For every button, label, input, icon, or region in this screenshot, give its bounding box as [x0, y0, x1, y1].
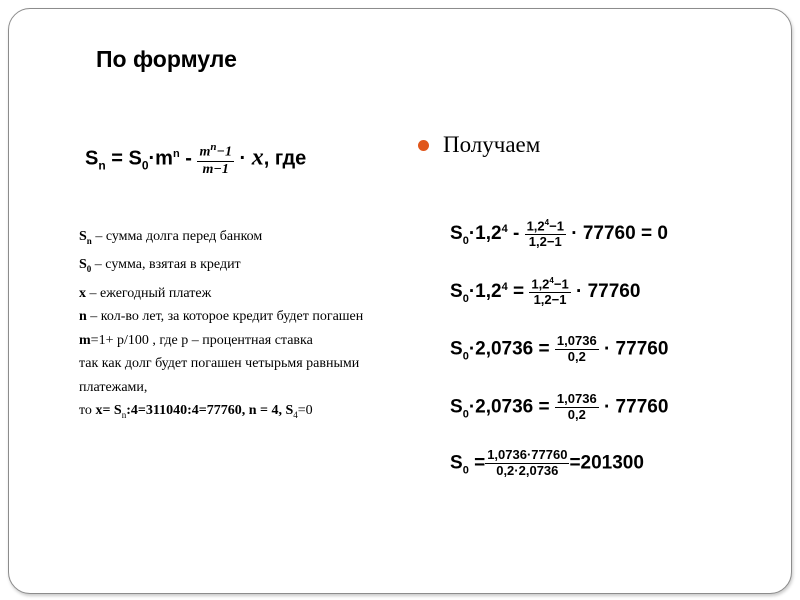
formula-frac-num-sup: n: [210, 141, 217, 153]
formula-dot: ·: [233, 147, 252, 170]
formula-m: ·m: [148, 147, 173, 170]
formula-frac-den: m−1: [197, 161, 234, 178]
equation-line: $S_0\cdot 2,0736$ = $\frac{1,0736}{0,2}$ · 77760: [450, 391, 669, 422]
equation-fraction: $\frac{1,0736\cdot 77760}{0,2\cdot 2,0736}$: [487, 447, 568, 478]
equation-line: $S_0\cdot 1,2^4$ = $\frac{1,2^4-1}{1,2-1}$ · 77760: [450, 276, 641, 308]
legend-line: n – кол-во лет, за которое кредит будет погашен: [79, 309, 364, 325]
formula-frac-num-tail: −1: [216, 144, 232, 160]
equation-fraction: $\frac{1,0736}{0,2}$: [556, 391, 597, 422]
equation-fraction: $\frac{1,2^4-1}{1,2-1}$: [526, 218, 564, 250]
main-formula: [85, 141, 306, 178]
variable-legend: [79, 225, 379, 427]
bullet-text: Получаем: [443, 132, 541, 157]
formula-frac-num: [197, 141, 234, 161]
formula-s-sub: n: [98, 158, 106, 173]
equation-fraction: $\frac{1,0736}{0,2}$: [556, 333, 597, 364]
formula-eq: = S: [105, 147, 142, 170]
equation-line: $S_0$ = $\frac{1,0736\cdot 77760}{0,2\cdot 2,0736}$ =201300: [450, 447, 644, 478]
formula-minus: -: [179, 147, 198, 170]
equation-line: $S_0\cdot 2,0736$ = $\frac{1,0736}{0,2}$ · 77760: [450, 333, 669, 364]
legend-line: $S_n$ – сумма долга перед банком: [79, 229, 263, 246]
equation-fraction: $\frac{1,2^4-1}{1,2-1}$: [531, 276, 569, 308]
formula-m-sup: n: [172, 148, 180, 161]
equation-line: $S_0\cdot 1,2^4$ - $\frac{1,2^4-1}{1,2-1}$ · 77760 = 0: [450, 218, 668, 250]
legend-line: $S_0$ – сумма, взятая в кредит: [79, 257, 241, 275]
bullet-dot-icon: [418, 140, 429, 151]
slide-title: По формуле: [96, 46, 237, 72]
formula-s: S: [85, 147, 99, 170]
bullet-item: [418, 132, 540, 158]
cropped-formula-edge: [88, 205, 320, 211]
formula-s0-sub: 0: [141, 158, 149, 173]
legend-line: m=1+ p/100 , где p – процентная ставка: [79, 332, 313, 348]
formula-tail: , где: [263, 147, 307, 170]
legend-line: так как долг будет погашен четырьмя равными платежами,: [79, 356, 360, 395]
legend-line-last: то $x= S_n:4=311040:4=77760$, n = 4, $S_4=0$: [79, 403, 313, 420]
formula-frac-num-base: m: [199, 144, 211, 160]
legend-line: x – ежегодный платеж: [79, 285, 212, 301]
formula-x: x: [251, 144, 264, 171]
formula-fraction: [197, 141, 234, 178]
